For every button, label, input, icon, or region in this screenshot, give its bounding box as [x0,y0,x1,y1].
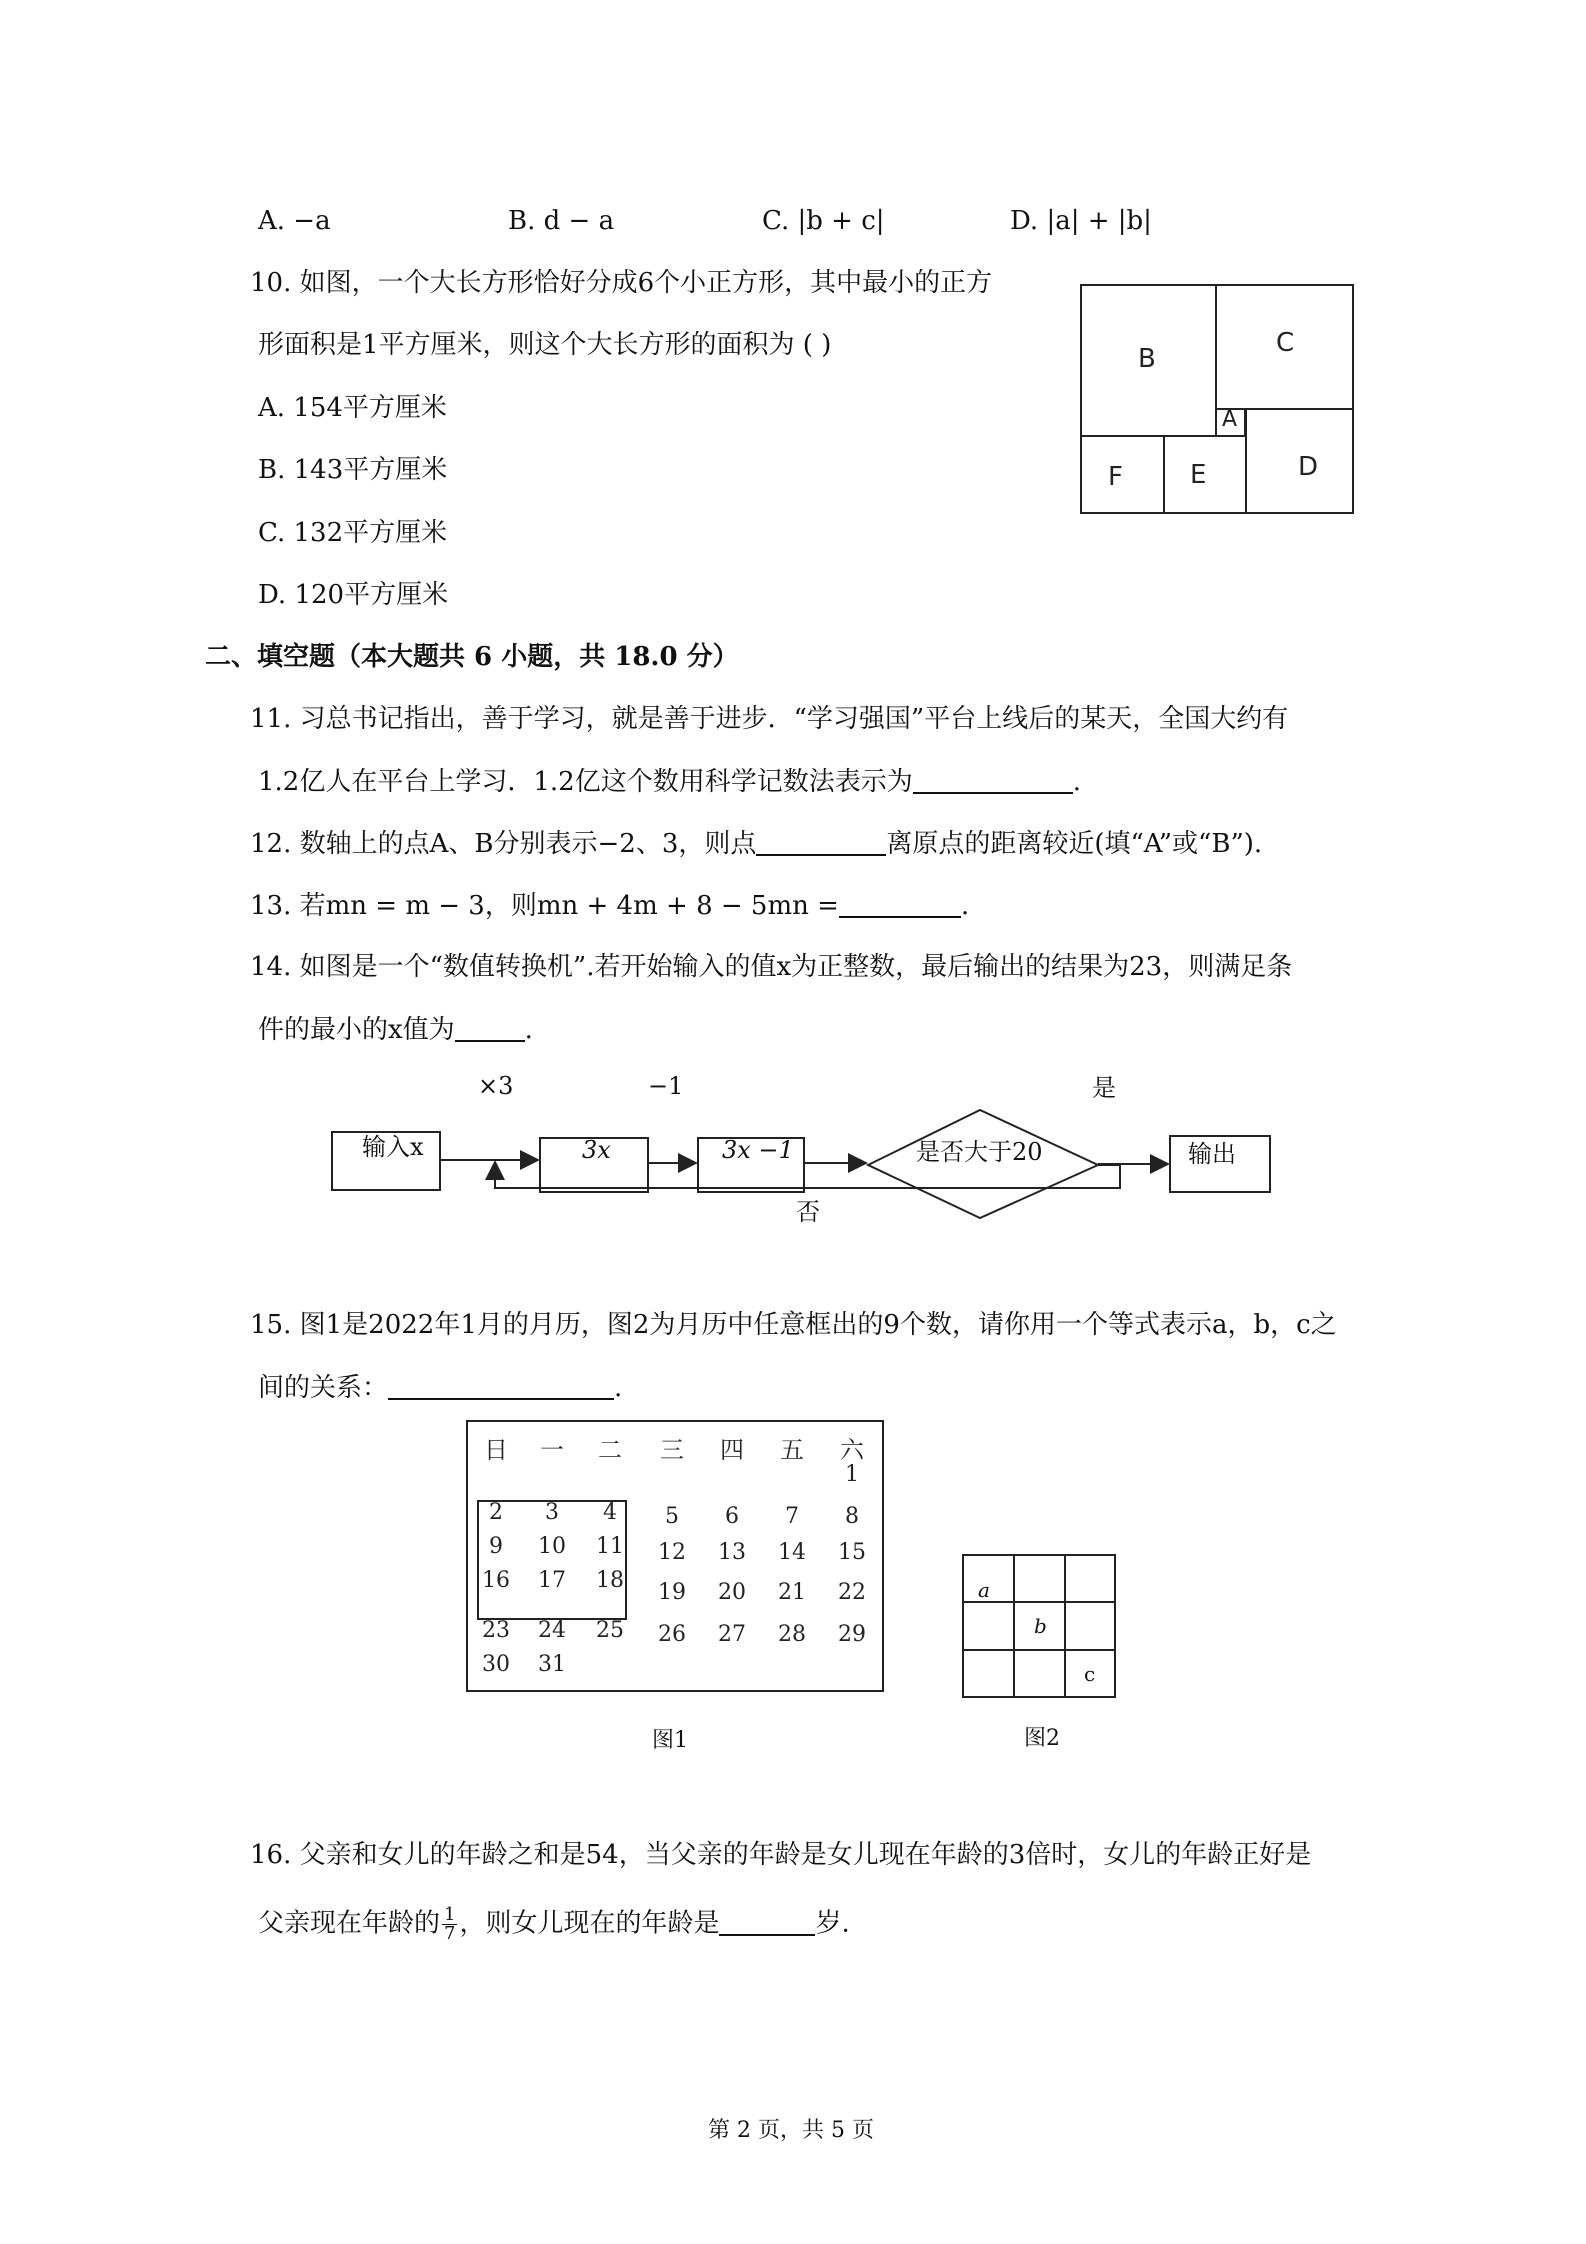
q9-option-c: C. |b + c| [762,206,885,236]
calendar-day: 9 [489,1534,503,1559]
q11-end: . [1072,767,1081,797]
q16-text1: 父亲现在年龄的 [258,1908,441,1939]
label-b: B [1138,344,1156,374]
q13-answer-blank[interactable] [839,890,961,918]
q15-line1: 15. 图1是2022年1月的月历，图2为月历中任意框出的9个数，请你用一个等式表示a，b，c之 [250,1310,1337,1340]
q10-option-b: B. 143平方厘米 [258,455,448,485]
q10-line1: 10. 如图，一个大长方形恰好分成6个小正方形，其中最小的正方 [250,268,993,298]
calendar-day: 1 [845,1462,859,1487]
calendar-header-cell: 四 [720,1436,744,1464]
calendar-day: 30 [482,1652,510,1677]
calendar-day: 12 [658,1540,686,1565]
q14-line1: 14. 如图是一个“数值转换机”.若开始输入的值x为正整数，最后输出的结果为23，则满足条 [250,952,1293,982]
label-c: C [1276,328,1295,358]
calendar-header-cell: 一 [540,1436,564,1464]
q11-line2 [258,766,1081,798]
label-f: F [1108,462,1123,492]
calendar-day: 24 [538,1618,566,1643]
q9-option-a: A. −a [258,206,331,236]
label-a: A [1222,407,1238,432]
q14-text: 件的最小的x值为 [258,1015,455,1045]
q15-answer-blank[interactable] [388,1372,614,1400]
calendar-header-cell: 二 [598,1436,622,1464]
calendar-header-cell: 六 [840,1436,864,1464]
calendar-day: 7 [785,1504,799,1529]
calendar-day: 17 [538,1568,566,1593]
section-2-heading: 二、填空题（本大题共 6 小题，共 18.0 分） [205,642,739,672]
calendar-day: 3 [545,1500,559,1525]
q16-answer-blank[interactable] [719,1908,815,1936]
q16-text2: ，则女儿现在的年龄是 [459,1908,720,1939]
calendar-day: 19 [658,1580,686,1605]
q10-option-c: C. 132平方厘米 [258,518,448,548]
q10-option-d: D. 120平方厘米 [258,580,449,610]
q15-text: 间的关系： [258,1373,389,1403]
grid-label-b: b [1034,1614,1047,1638]
calendar-header-cell: 五 [780,1436,804,1464]
fraction-denominator: 7 [444,1923,456,1944]
flow-box2-label: 3x [582,1136,611,1164]
q13-text: 13. 若mn = m − 3，则mn + 4m + 8 − 5mn = [250,891,839,921]
flow-output-label: 输出 [1188,1140,1236,1168]
q15-line2 [258,1372,622,1404]
calendar-day: 18 [596,1568,624,1593]
q13-end: . [960,891,970,921]
calendar-day: 27 [718,1622,746,1647]
calendar-day: 5 [665,1504,679,1529]
grid-label-c: c [1084,1662,1096,1686]
fraction-numerator: 1 [444,1904,456,1925]
calendar-day: 11 [596,1534,624,1559]
fig2-caption: 图2 [1024,1726,1060,1751]
q16-line1: 16. 父亲和女儿的年龄之和是54，当父亲的年龄是女儿现在年龄的3倍时，女儿的年龄正好是 [250,1840,1312,1870]
q12-answer-blank[interactable] [756,828,886,856]
flow-decision-label: 是否大于20 [916,1138,1043,1166]
q12-line [250,828,1262,860]
page-footer: 第 2 页，共 5 页 [708,2118,874,2143]
calendar-day: 22 [838,1580,866,1605]
calendar-day: 13 [718,1540,746,1565]
flow-no-label: 否 [796,1198,820,1226]
q9-option-b: B. d − a [508,206,615,236]
grid-label-a: a [978,1578,990,1602]
calendar-day: 31 [538,1652,566,1677]
calendar-day: 2 [489,1500,503,1525]
calendar-day: 23 [482,1618,510,1643]
q11-answer-blank[interactable] [913,766,1073,794]
calendar-day: 6 [725,1504,739,1529]
flow-op2-label: −1 [648,1072,684,1100]
calendar-day: 10 [538,1534,566,1559]
q10-line2: 形面积是1平方厘米，则这个大长方形的面积为 ( ) [258,330,832,360]
q14-line2 [258,1014,533,1046]
fig1-caption: 图1 [652,1728,688,1753]
q12-text1: 12. 数轴上的点A、B分别表示−2、3，则点 [250,829,757,859]
q11-text: 1.2亿人在平台上学习．1.2亿这个数用科学记数法表示为 [258,767,913,797]
flow-box3-label: 3x −1 [722,1136,794,1164]
calendar-day: 14 [778,1540,806,1565]
label-d: D [1298,452,1319,482]
q16-end: 岁. [815,1908,850,1939]
calendar-day: 20 [718,1580,746,1605]
q9-option-d: D. |a| + |b| [1010,206,1152,236]
q16-line2 [258,1906,850,1943]
q10-option-a: A. 154平方厘米 [258,393,447,423]
calendar-header-cell: 日 [484,1436,508,1464]
flow-input-label: 输入x [362,1133,424,1161]
calendar-day: 4 [603,1500,617,1525]
q11-line1: 11. 习总书记指出，善于学习，就是善于进步．“学习强国”平台上线后的某天，全国大约有 [250,704,1289,734]
calendar-day: 8 [845,1504,859,1529]
q12-text2: 离原点的距离较近(填“A”或“B”). [886,829,1263,859]
q14-end: . [524,1015,533,1045]
calendar-day: 29 [838,1622,866,1647]
calendar-day: 15 [838,1540,866,1565]
calendar-day: 16 [482,1568,510,1593]
label-e: E [1190,460,1207,490]
calendar-day: 26 [658,1622,686,1647]
q15-end: . [614,1373,623,1403]
flow-op1-label: ×3 [478,1072,514,1100]
calendar-day: 25 [596,1618,624,1643]
q14-answer-blank[interactable] [455,1014,525,1042]
calendar-header-cell: 三 [660,1436,684,1464]
calendar-day: 28 [778,1622,806,1647]
q13-line [250,890,969,922]
fraction-one-seventh [442,1906,457,1943]
calendar-day: 21 [778,1580,806,1605]
flow-yes-label: 是 [1092,1074,1116,1102]
